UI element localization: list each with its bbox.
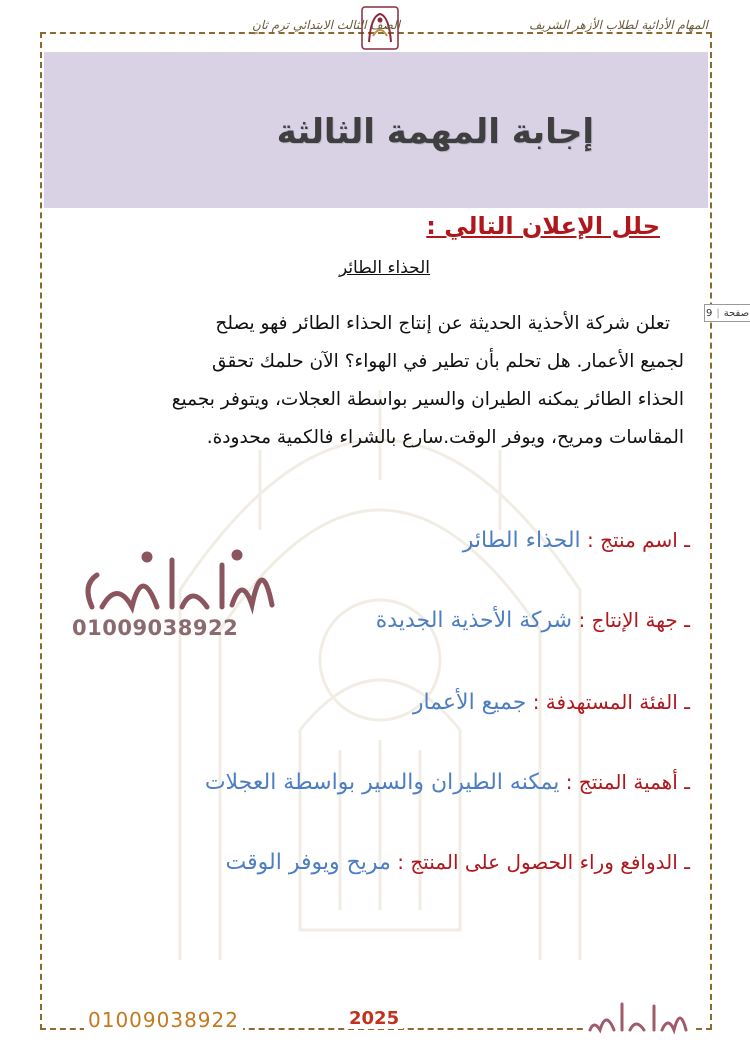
page-number: 9: [705, 307, 713, 319]
page-title: إجابة المهمة الثالثة: [276, 112, 594, 152]
answer-product-name: [463, 528, 690, 553]
answer-motives: [226, 850, 690, 875]
answer-value: يمكنه الطيران والسير بواسطة العجلات: [204, 770, 560, 795]
answer-label: ـ أهمية المنتج :: [565, 770, 690, 794]
answer-value: جميع الأعمار: [412, 690, 527, 715]
stamp-phone-number: 01009038922: [72, 616, 239, 640]
ad-title: الحذاء الطائر: [338, 258, 430, 278]
answer-label: ـ جهة الإنتاج :: [578, 608, 690, 632]
answer-label: ـ اسم منتج :: [587, 528, 690, 552]
header-grade-term: الصف الثالث الابتدائي ترم ثانٍ: [252, 18, 401, 32]
footer-phone-number: 01009038922: [84, 1008, 243, 1032]
ad-line: المقاسات ومريح، ويوفر الوقت.سارع بالشراء فالكمية محدودة.: [206, 427, 684, 448]
ad-line: لجميع الأعمار. هل تحلم بأن تطير في الهواء؟ الآن حلمك تحقق: [212, 351, 684, 372]
header-series-title: المهام الأدائية لطلاب الأزهر الشريف: [528, 18, 708, 32]
footer-year: 2025: [345, 1008, 403, 1029]
answer-value: الحذاء الطائر: [462, 528, 581, 553]
answer-label: ـ الفئة المستهدفة :: [532, 690, 690, 714]
answer-target-audience: [413, 690, 690, 715]
task-heading: حلل الإعلان التالي :: [426, 212, 660, 240]
answer-importance: [205, 770, 690, 795]
answer-producer: [376, 608, 690, 633]
answer-value: مريح ويوفر الوقت: [225, 850, 391, 875]
page-label: صفحة: [723, 307, 750, 319]
answer-label: ـ الدوافع وراء الحصول على المنتج :: [397, 850, 690, 874]
footer-signature-logo: [586, 996, 696, 1040]
ad-paragraph: [72, 305, 684, 457]
page-number-tab: صفحة | 9: [704, 304, 750, 322]
ad-line: الحذاء الطائر يمكنه الطيران والسير بواسطة العجلات، ويتوفر بجميع: [171, 389, 684, 410]
answer-value: شركة الأحذية الجديدة: [375, 608, 573, 633]
ad-line: تعلن شركة الأحذية الحديثة عن إنتاج الحذاء الطائر فهو يصلح: [215, 313, 670, 334]
